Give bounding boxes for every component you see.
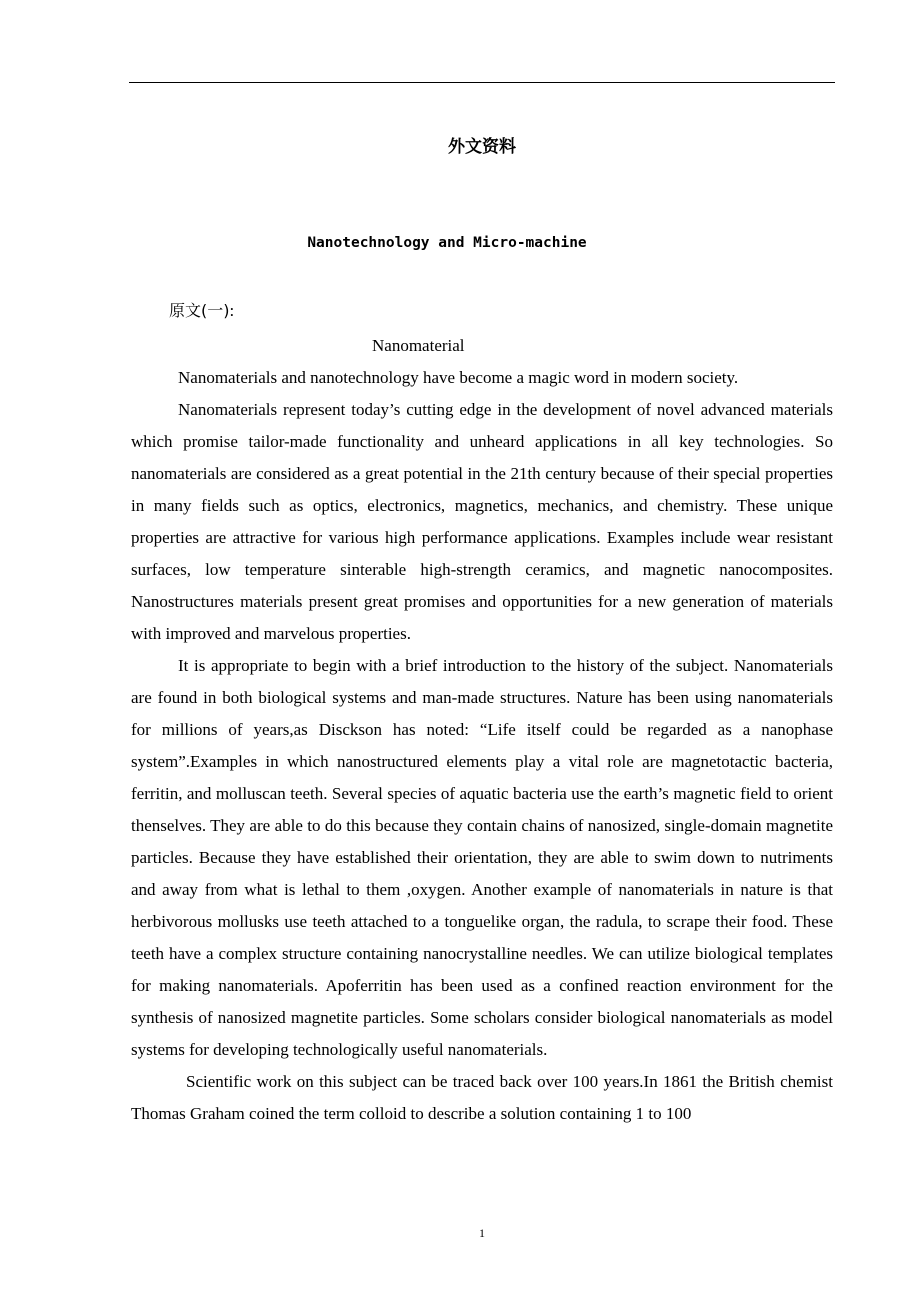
paragraph: Nanomaterials represent today’s cutting edge in the development of novel advanced materials which promise tailor-made functionality and unheard applications in all key technologies. So nanomaterials are considered as a great potential in the 21th century because of their special properties in many fields such as optics, electronics, magnetics, mechanics, and chemistry. These unique properties are attractive for various high performance applications. Examples include wear resistant surfaces, low temperature sinterable high-strength ceramics, and magnetic nanocomposites. Nanostructures materials present great promises and opportunities for a new generation of materials with improved and marvelous properties.: [131, 400, 833, 643]
document-title: Nanotechnology and Micro-machine: [307, 235, 587, 251]
paragraph: It is appropriate to begin with a brief introduction to the history of the subject. Nanomaterials are found in both biological systems and man-made structures. Nature has been using nanomaterials for millions of years,as Disckson has noted: “Life itself could be regarded as a nanophase system”.Examples in which nanostructured elements play a vital role are magnetotactic bacteria, ferritin, and molluscan teeth. Several species of aquatic bacteria use the earth’s magnetic field to orient thenselves. They are able to do this because they contain chains of nanosized, single-domain magnetite particles. Because they have established their orientation, they are able to swim down to nutriments and away from what is lethal to them ,oxygen. Another example of nanomaterials in nature is that herbivorous mollusks use teeth attached to a tonguelike organ, the radula, to scrape their food. These teeth have a complex structure containing nanocrystalline needles. We can utilize biological templates for making nanomaterials. Apoferritin has been used as a confined reaction environment for the synthesis of nanosized magnetite particles. Some scholars consider biological nanomaterials as model systems for developing technologically useful nanomaterials.: [131, 656, 833, 1059]
source-label-colon: :: [229, 301, 235, 320]
page-number: 1: [479, 1226, 485, 1240]
source-label-text: 原文(一): [169, 301, 230, 320]
section-title: Nanomaterial: [372, 336, 465, 355]
source-label: [169, 298, 234, 324]
document-heading: 外文资料: [448, 137, 516, 157]
paragraph: Scientific work on this subject can be traced back over 100 years.In 1861 the British chemist Thomas Graham coined the term colloid to describe a solution containing 1 to 100: [131, 1072, 833, 1123]
paragraph: Nanomaterials and nanotechnology have become a magic word in modern society.: [178, 368, 739, 387]
body-text: [131, 362, 833, 1130]
header-rule: [129, 82, 835, 83]
